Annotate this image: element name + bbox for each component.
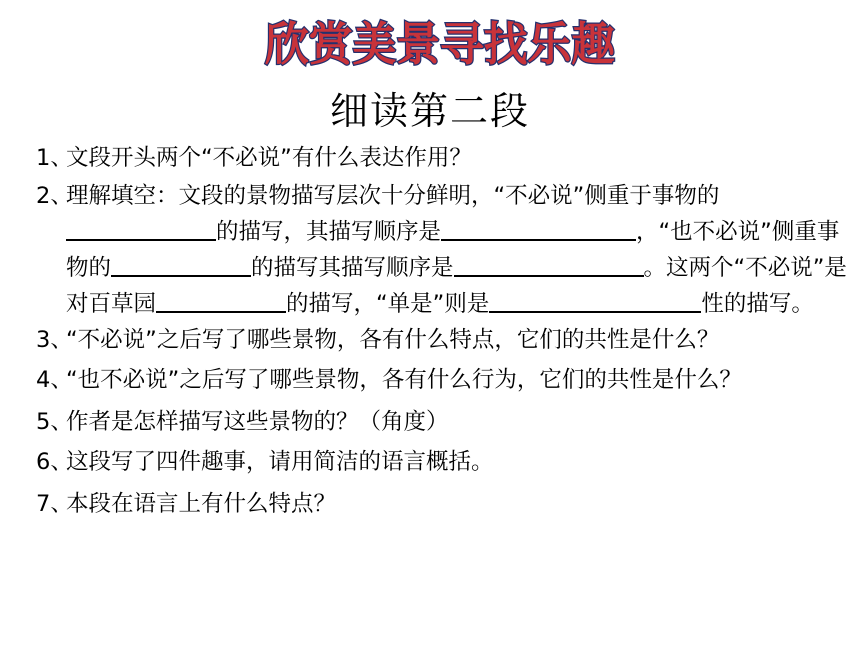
question-item	[36, 362, 852, 398]
question-item	[36, 140, 852, 176]
question-text: “不必说”之后写了哪些景物，各有什么特点，它们的共性是什么？	[66, 327, 720, 353]
question-number: 2、	[36, 183, 73, 209]
fill-text: 的描写其描写顺序是	[251, 255, 454, 281]
fill-text: 理解填空：文段的景物描写层次十分鲜明，“不必说”侧重于事物的	[66, 183, 720, 209]
question-item	[36, 322, 852, 358]
answer-blank[interactable]	[111, 251, 251, 277]
answer-blank[interactable]	[454, 251, 644, 277]
banner-title: 欣赏美景寻找乐趣	[265, 17, 615, 71]
question-number: 5、	[36, 409, 73, 435]
question-number: 3、	[36, 327, 73, 353]
question-item	[36, 486, 852, 522]
question-list	[36, 140, 852, 522]
section-subtitle: 细读第二段	[329, 89, 530, 133]
question-text: “也不必说”之后写了哪些景物，各有什么行为，它们的共性是什么？	[66, 367, 742, 393]
answer-blank[interactable]	[441, 215, 636, 241]
fill-text: 的描写，其描写顺序是	[216, 219, 442, 245]
answer-blank[interactable]	[66, 215, 216, 241]
fill-text: 的描写，“单是”则是	[286, 291, 490, 317]
question-text: 作者是怎样描写这些景物的？（角度）	[66, 409, 449, 435]
question-number: 6、	[36, 449, 73, 475]
question-text: 本段在语言上有什么特点？	[66, 491, 337, 517]
question-number: 1、	[36, 145, 73, 171]
question-number: 7、	[36, 491, 73, 517]
question-text: 这段写了四件趣事，请用简洁的语言概括。	[66, 449, 494, 475]
question-number: 4、	[36, 367, 73, 393]
question-item	[36, 404, 852, 440]
question-item	[36, 444, 852, 480]
answer-blank[interactable]	[156, 287, 286, 313]
fill-text: ，“也不必说”侧重事物的	[66, 219, 840, 281]
title-banner-art	[250, 2, 630, 74]
fill-text: 性的描写。	[701, 291, 814, 317]
answer-blank[interactable]	[489, 287, 701, 313]
question-item	[36, 178, 852, 322]
fill-text: 。这两个“不必说”是对百草园	[66, 255, 847, 317]
title-banner	[250, 2, 630, 74]
question-text: 文段开头两个“不必说”有什么表达作用？	[66, 145, 472, 171]
